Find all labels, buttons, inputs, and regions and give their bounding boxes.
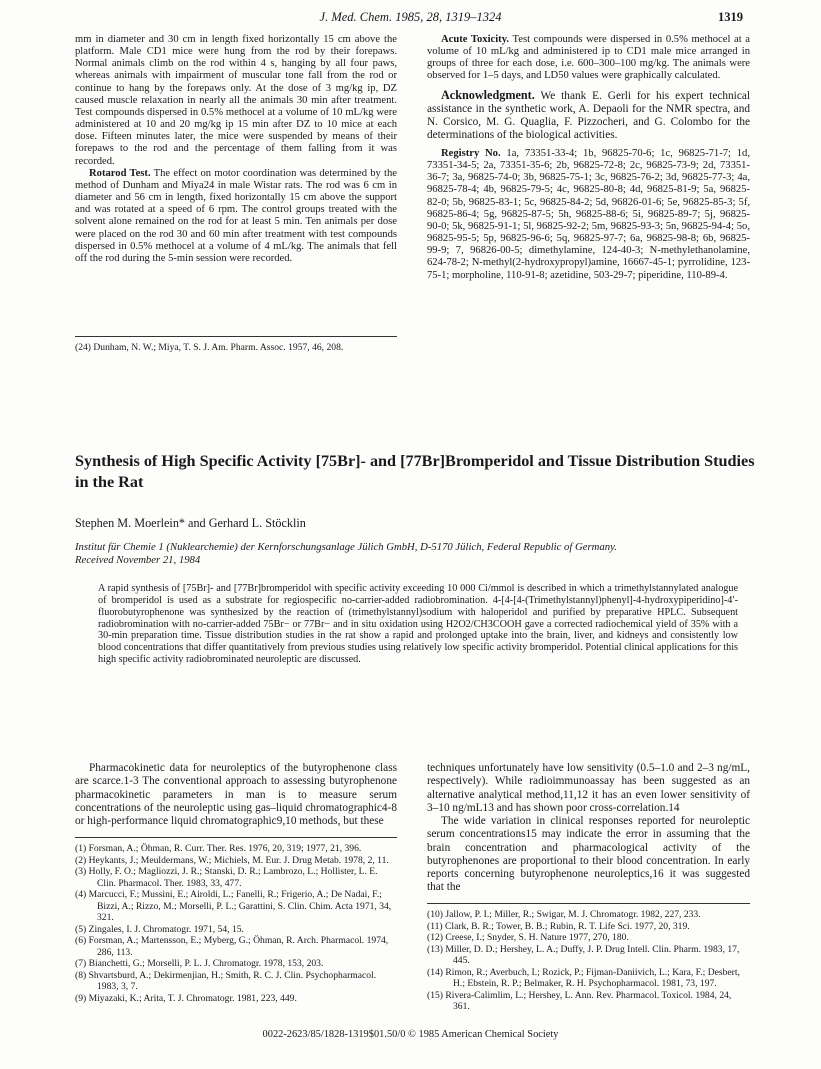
section-run-in-head: Acute Toxicity. [441,34,510,45]
paragraph-text: Test compounds were dispersed in 0.5% methocel at a volume of 10 mL/kg and administered ip to CD1 male mice arranged in groups of three for each dose, i.e. 600–300–100 mg/kg. The animals were observed for 1–5 days, and LD50 values were graphically calculated. [427,34,750,82]
registry-head: Registry No. [441,148,501,159]
reference-item: (8) Shvartsburd, A.; Dekirmenjian, H.; Smith, R. C. J. Clin. Psychopharmacol. 1983, 3, 7. [75,969,377,992]
paragraph: techniques unfortunately have low sensitivity (0.5–1.0 and 2–3 ng/mL, respectively). While radioimmunoassay has been suggested as an alternative analytical method,11,12 it has an even lower sensitivity of 3–10 ng/mL13 and has shown poor cross-correlation.14 [427,762,750,814]
paragraph: The wide variation in clinical responses reported for neuroleptic serum concentrations15 may indicate the error in assuming that the brain concentration and pharmacological activity of the butyrophenones are proportional to their blood concentration. In early reports concerning butyrophenone neuroleptics,16 it was suggested that the [427,815,750,894]
abstract: A rapid synthesis of [75Br]- and [77Br]bromperidol with specific activity exceeding 10 000 Ci/mmol is described in which a trimethylstannylated analogue of bromperidol is used as a substrate for regiospecific no-carrier-added radiobromination. 4-[4-[4-(Trimethylstannyl)phenyl]-4-hydroxypiperidino]-4′-fluorobutyrophenone was synthesized by the reaction of (trimethylstannyl)sodium with haloperidol and purified by preparative HPLC. Subsequent radiobromination with no-carrier-added 75Br− or 77Br− and in situ oxidation using H2O2/CH3COOH gave a corrected radiochemical yield of 35% with a 30-min preparation time. Tissue distribution studies in the rat show a rapid and prolonged uptake into the brain, liver, and kidneys and consistently low blood concentrations that differ quantitatively from previous studies using relatively low specific activity bromperidol. Potential clinical applications for this high specific activity radiobrominated neuroleptic are discussed. [98,583,738,666]
reference-item: (3) Holly, F. O.; Magliozzi, J. R.; Stanski, D. R.; Lambrozo, L.; Hollister, L. E. Clin. Pharmacol. Ther. 1983, 33, 477. [75,866,378,889]
left-footnotes-top [75,342,397,354]
reference-item: (5) Zingales, I. J. Chromatogr. 1971, 54, 15. [75,923,244,935]
paragraph: Pharmacokinetic data for neuroleptics of the butyrophenone class are scarce.1-3 The conventional approach to assessing butyrophenone pharmacokinetic parameters in man is to measure serum concentrations of the neuroleptic using gas–liquid chromatographic4-8 or high-performance liquid chromatographic9,10 methods, but these [75,762,397,827]
reference-item: (10) Jallow, P. I.; Miller, R.; Swigar, M. J. Chromatogr. 1982, 227, 233. [427,909,701,920]
affiliation [75,541,765,567]
received-date: Received November 21, 1984 [75,554,201,566]
running-header: J. Med. Chem. 1985, 28, 1319–1324 [319,10,502,24]
paragraph-text: 1a, 73351-33-4; 1b, 96825-70-6; 1c, 96825-71-7; 1d, 73351-34-5; 2a, 73351-35-6; 2b, 96825-72-8; 2c, 96825-73-9; 2d, 73351-36-7; 3a, 96825-74-0; 3b, 96825-75-1; 3c, 96825-76-2; 3d, 96825-77-3; 4a, 96825-78-4; 4b, 96825-79-5; 4c, 96825-80-8; 4d, 96825-81-9; 5a, 96825-82-0; 5b, 96825-83-1; 5c, 96825-84-2; 5d, 96826-01-6; 5e, 96825-85-3; 5f, 96825-86-4; 5g, 96825-87-5; 5h, 96825-88-6; 5i, 96825-89-7; 5j, 96825-90-0; 5k, 96825-91-1; 5l, 96825-92-2; 5m, 96825-93-3; 5n, 96825-94-4; 5o, 96825-95-5; 5p, 96825-96-6; 5q, 96825-97-7; 6a, 96825-98-8; 6b, 96825-99-9; 7, 96826-00-5; dimethylamine, 124-40-3; N-methylethanolamine, 624-78-2; N-methyl(2-hydroxypropyl)amine, 16667-45-1; pyrrolidine, 123-75-1; morpholine, 110-91-8; azetidine, 503-29-7; piperidine, 110-89-4. [427,148,750,281]
right-column-bottom [427,762,750,895]
footnote-rule [75,837,397,838]
reference-item: (6) Forsman, A.; Martensson, E.; Myberg, G.; Öhman, R. Arch. Pharmacol. 1974, 286, 113. [75,935,389,958]
left-column-bottom [75,762,397,828]
left-column-top [75,34,397,265]
reference-item: (24) Dunham, N. W.; Miya, T. S. J. Am. Pharm. Assoc. 1957, 46, 208. [75,342,344,353]
reference-item: (1) Forsman, A.; Öhman, R. Curr. Ther. Res. 1976, 20, 319; 1977, 21, 396. [75,843,362,854]
affiliation-text: Institut für Chemie 1 (Nuklearchemie) der Kernforschungsanlage Jülich GmbH, D-5170 Jülich, Federal Republic of Germany. [75,541,617,553]
acknowledgment-head: Acknowledgment. [441,87,535,102]
reference-item: (14) Rimon, R.; Averbuch, I.; Rozick, P.; Fijman-Daniivich, L.; Kara, F.; Desbert, H.; Ebstein, R. P.; Belmaker, R. H. Psychopharmacol. 1981, 73, 197. [427,966,740,989]
article-title: Synthesis of High Specific Activity [75Br]- and [77Br]Bromperidol and Tissue Distribution Studies in the Rat [75,452,755,491]
paragraph [75,168,397,265]
reference-item: (7) Bianchetti, G.; Morselli, P. L. J. Chromatogr. 1978, 153, 203. [75,958,324,969]
page-number: 1319 [718,10,743,24]
reference-item: (15) Rivera-Calimlim, L.; Hershey, L. Ann. Rev. Pharmacol. Toxicol. 1984, 24, 361. [427,989,732,1012]
left-references [75,843,397,1004]
right-references [427,909,750,1013]
reference-item: (2) Heykants, J.; Meuldermans, W.; Michiels, M. Eur. J. Drug Metab. 1978, 2, 11. [75,854,389,866]
reference-item: (12) Creese, I.; Snyder, S. H. Nature 1977, 270, 180. [427,932,629,943]
paragraph [427,34,750,83]
footnote-rule [427,903,750,904]
paragraph: mm in diameter and 30 cm in length fixed horizontally 15 cm above the platform. Male CD1 mice were hung from the rod by their forepaws. Normal animals climb on the rod within 4 s, hanging by all four paws, whereas animals with impairment of muscular tone fall from the rod or continue to hang by the forepaws only. At the dose of 3 mg/kg ip, DZ caused muscle relaxation in nearly all the animals 30 min after treatment. Test compounds dispersed in 0.5% methocel at a volume of 10 mL/kg were administered at 10 and 20 mg/kg ip 15 min after DZ to 10 mice at each dose. Fifteen minutes later, the mice were suspended by means of their forepaws to the rod and the percentage of them falling from it was recorded. [75,34,397,167]
reference-item: (13) Miller, D. D.; Hershey, L. A.; Duffy, J. P. Drug Intell. Clin. Pharm. 1983, 17, 445. [427,943,740,966]
acknowledgment [427,89,750,142]
paragraph-text: The effect on motor coordination was determined by the method of Dunham and Miya24 in male Wistar rats. The rod was 6 cm in diameter and 56 cm in length, fixed horizontally 15 cm above the support and was rotated at a speed of 6 rpm. The control groups treated with the solvent alone remained on the rod for at least 5 min. Ten animals per dose were placed on the rod 30 and 60 min after treatment with test compounds dispersed in 0.5% methocel at a volume of 4 mL/kg. The animals that fell off the rod during the 5-min session were recorded. [75,167,397,264]
copyright-footer: 0022-2623/85/1828-1319$01.50/0 © 1985 American Chemical Society [262,1029,559,1040]
section-run-in-head: Rotarod Test. [89,167,151,179]
registry-numbers [427,148,750,282]
article-authors: Stephen M. Moerlein* and Gerhard L. Stöcklin [75,516,306,530]
reference-item: (11) Clark, B. R.; Tower, B. B.; Rubin, R. T. Life Sci. 1977, 20, 319. [427,920,690,932]
reference-item: (4) Marcucci, F.; Mussini, E.; Airoldi, L.; Fanelli, R.; Frigerio, A.; De Nadai, F.; Bizzi, A.; Rizzo, M.; Morselli, P. L.; Garattini, S. Clin. Chim. Acta 1971, 34, 321. [75,889,392,923]
reference-item: (9) Miyazaki, K.; Arita, T. J. Chromatogr. 1981, 223, 449. [75,992,297,1004]
paragraph-text: We thank E. Gerli for his expert technical assistance in the synthetic work, A. Depaoli for the NMR spectra, and N. Corsico, M. G. Quaglia, F. Pizzocheri, and G. Colombo for the determinations of the biological activities. [427,89,750,141]
footnote-rule [75,336,397,337]
right-column-top [427,34,750,282]
